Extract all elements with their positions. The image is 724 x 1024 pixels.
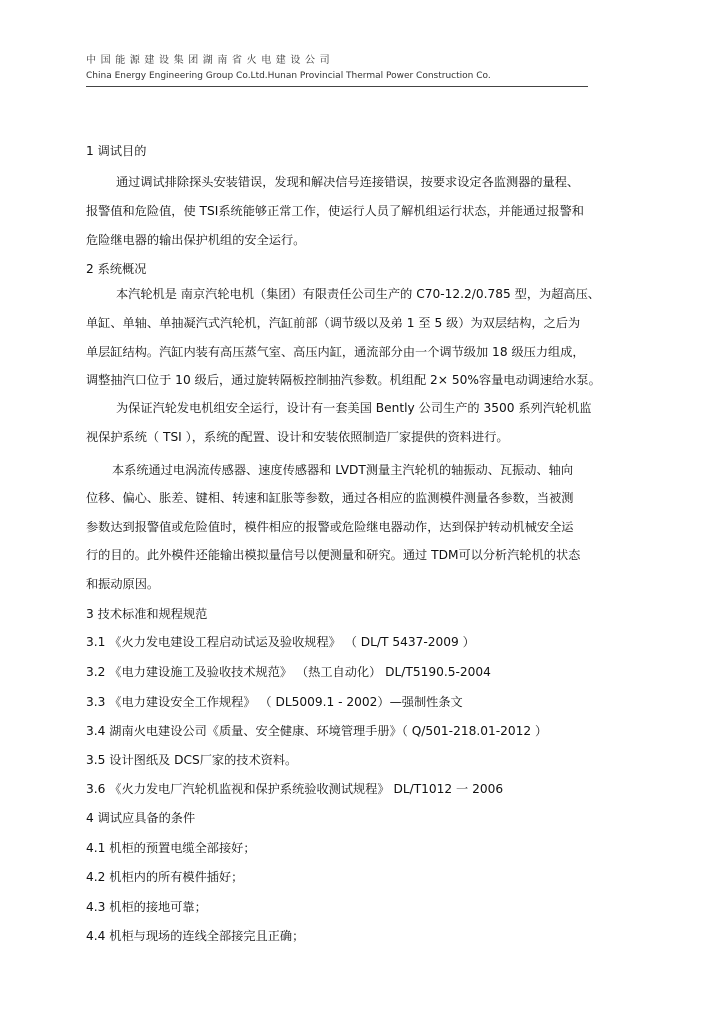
paragraph-line: 单层缸结构。汽缸内装有高压蒸气室、高压内缸，通流部分由一个调节级加 18 级压力组成， — [86, 345, 585, 359]
standard-item: 3.6 《火力发电厂汽轮机监视和保护系统验收测试规程》 DL/T1012 一 2006 — [86, 782, 504, 796]
standard-item: 3.2 《电力建设施工及验收技术规范》 （热工自动化） DL/T5190.5-2004 — [86, 665, 491, 679]
paragraph-line: 危险继电器的输出保护机组的安全运行。 — [86, 233, 306, 247]
paragraph-line: 为保证汽轮发电机组安全运行，设计有一套美国 Bently 公司生产的 3500 系列汽轮机监 — [116, 401, 592, 415]
standard-item: 3.3 《电力建设安全工作规程》 （ DL5009.1 - 2002）—强制性条文 — [86, 695, 463, 709]
paragraph-line: 行的目的。此外模件还能输出模拟量信号以便测量和研究。通过 TDM可以分析汽轮机的状态 — [86, 548, 581, 562]
header-divider — [86, 86, 588, 87]
section-2-heading: 2 系统概况 — [86, 262, 147, 276]
paragraph-line: 本系统通过电涡流传感器、速度传感器和 LVDT测量主汽轮机的轴振动、瓦振动、轴向 — [112, 463, 574, 477]
paragraph-line: 单缸、单轴、单抽凝汽式汽轮机，汽缸前部（调节级以及弟 1 至 5 级）为双层结构，之后为 — [86, 316, 581, 330]
paragraph-line: 通过调试排除探头安装错误，发现和解决信号连接错误，按要求设定各监测器的量程、 — [116, 175, 580, 189]
section-1-heading: 1 调试目的 — [86, 144, 147, 158]
company-name-en: China Energy Engineering Group Co.Ltd.Hunan Provincial Thermal Power Construction Co. — [86, 71, 491, 81]
paragraph-line: 和振动原因。 — [86, 577, 160, 591]
section-3-heading: 3 技术标准和规程规范 — [86, 607, 208, 621]
paragraph-line: 位移、偏心、胀差、键相、转速和缸胀等参数，通过各相应的监测模件测量各参数，当被测 — [86, 491, 574, 505]
standard-item: 3.4 湖南火电建设公司《质量、安全健康、环境管理手册》（ Q/501-218.01-2012 ） — [86, 724, 548, 738]
company-name-cn: 中国能源建设集团湖南省火电建设公司 — [86, 55, 335, 66]
paragraph-line: 本汽轮机是 南京汽轮电机（集团）有限责任公司生产的 C70-12.2/0.785 型，为超高压、 — [116, 287, 600, 301]
paragraph-line: 调整抽汽口位于 10 级后，通过旋转隔板控制抽汽参数。机组配 2× 50%容量电动调速给水泵。 — [86, 373, 601, 387]
standard-item: 3.1 《火力发电建设工程启动试运及验收规程》 （ DL/T 5437-2009 ） — [86, 635, 475, 649]
section-4-heading: 4 调试应具备的条件 — [86, 811, 196, 825]
page-header — [86, 54, 646, 87]
standard-item: 3.5 设计图纸及 DCS厂家的技术资料。 — [86, 753, 298, 767]
condition-item: 4.3 机柜的接地可靠； — [86, 900, 207, 914]
condition-item: 4.1 机柜的预置电缆全部接好； — [86, 841, 256, 855]
paragraph-line: 参数达到报警值或危险值时，模件相应的报警或危险继电器动作，达到保护转动机械安全运 — [86, 520, 574, 534]
condition-item: 4.4 机柜与现场的连线全部接完且正确； — [86, 929, 305, 943]
paragraph-line: 视保护系统（ TSI ），系统的配置、设计和安装依照制造厂家提供的资料进行。 — [86, 430, 509, 444]
condition-item: 4.2 机柜内的所有模件插好； — [86, 870, 244, 884]
paragraph-line: 报警值和危险值，使 TSI系统能够正常工作，使运行人员了解机组运行状态，并能通过报警和 — [86, 204, 584, 218]
